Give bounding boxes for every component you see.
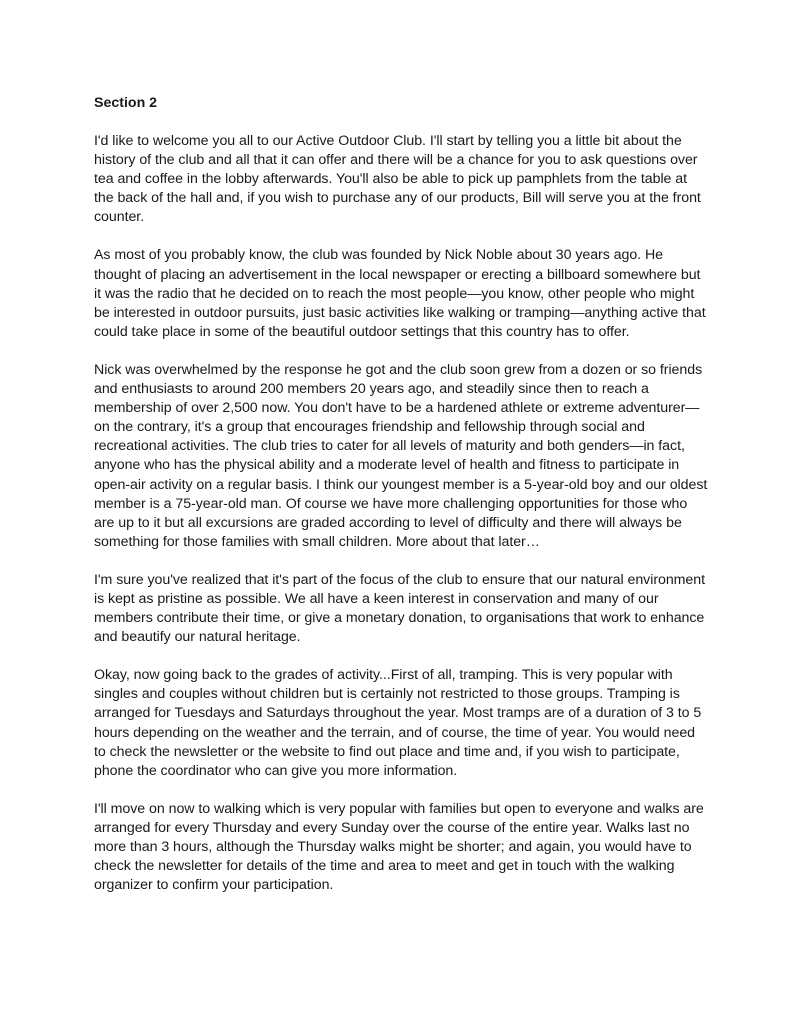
paragraph-growth: Nick was overwhelmed by the response he got and the club soon grew from a dozen or so friends and enthusiasts to around 200 members 20 years ago, and steadily since then to reach a membership of over 2,500 now. You don't have to be a hardened athlete or extreme adventurer—on the contrary, it's a group that encourages friendship and fellowship through social and recreational activities. The club tries to cater for all levels of maturity and both genders—in fact, anyone who has the physical ability and a moderate level of health and fitness to participate in open-air activity on a regular basis. I think our youngest member is a 5-year-old boy and our oldest member is a 75-year-old man. Of course we have more challenging opportunities for those who are up to it but all excursions are graded according to level of difficulty and there will always be something for those families with small children. More about that later… — [94, 361, 708, 550]
paragraph-walking: I'll move on now to walking which is very popular with families but open to everyone and walks are arranged for every Thursday and every Sunday over the course of the entire year. Walks last no more than 3 hours, although the Thursday walks might be shorter; and again, you would have to check the newsletter for details of the time and area to meet and get in touch with the walking organizer to confirm your participation. — [94, 800, 704, 894]
paragraph-welcome: I'd like to welcome you all to our Active Outdoor Club. I'll start by telling you a little bit about the history of the club and all that it can offer and there will be a chance for you to ask questions over tea and coffee in the lobby afterwards. You'll also be able to pick up pamphlets from the table at the back of the hall and, if you wish to purchase any of our products, Bill will serve you at the front counter. — [94, 133, 701, 226]
paragraph-tramping: Okay, now going back to the grades of activity...First of all, tramping. This is very popular with singles and couples without children but is certainly not restricted to those groups. Tramping is arranged for Tuesdays and Saturdays throughout the year. Most tramps are of a duration of 3 to 5 hours depending on the weather and the terrain, and of course, the time of year. You would need to check the newsletter or the website to find out place and time and, if you wish to participate, phone the coordinator who can give you more information. — [94, 667, 702, 779]
paragraph-history: As most of you probably know, the club was founded by Nick Noble about 30 years ago. He thought of placing an advertisement in the local newspaper or erecting a billboard somewhere but it was the radio that he decided on to reach the most people—you know, other people who might be interested in outdoor pursuits, just basic activities like walking or tramping—anything active that could take place in some of the beautiful outdoor settings that this country has to offer. — [94, 247, 706, 340]
paragraph-conservation: I'm sure you've realized that it's part of the focus of the club to ensure that our natural environment is kept as pristine as possible. We all have a keen interest in conservation and many of our members contribute their time, or give a monetary donation, to organisations that work to enhance and beautify our natural heritage. — [94, 571, 706, 646]
section-heading: Section 2 — [94, 95, 158, 111]
